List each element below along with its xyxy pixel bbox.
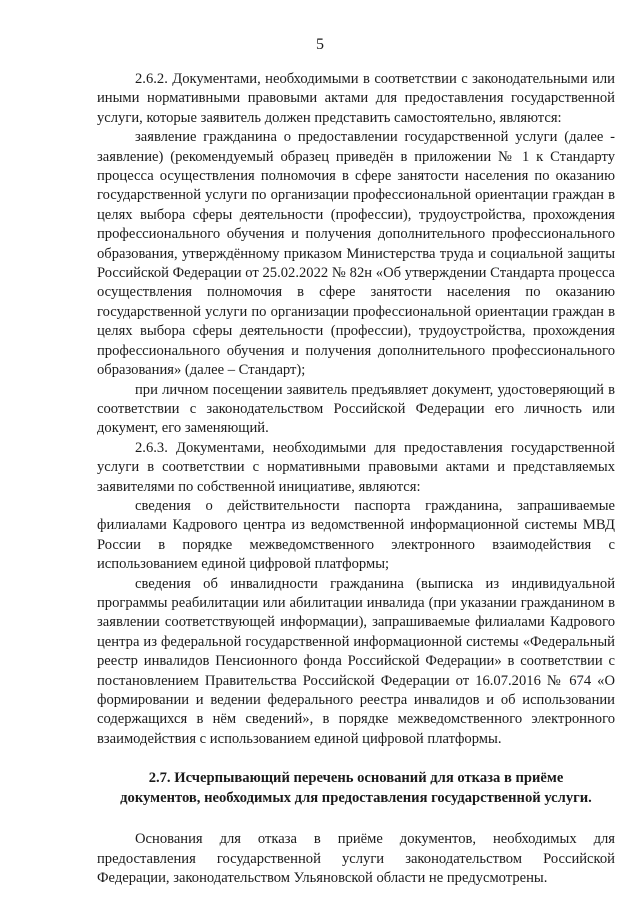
document-body bbox=[97, 70, 615, 888]
paragraph-2-6-3: 2.6.3. Документами, необходимыми для предоставления государственной услуги в соответствии с нормативными правовыми актами и представляемых заявителями по собственной инициативе, являются: bbox=[97, 439, 615, 495]
paragraph-2-6-2: 2.6.2. Документами, необходимыми в соответствии с законодательными или иными нормативными правовыми актами для предоставления государственной услуги, которые заявитель должен представить самостоятельно, являются: bbox=[97, 71, 615, 126]
section-heading-2-7: 2.7. Исчерпывающий перечень оснований для отказа в приёме документов, необходимых для предоставления государственной услуги. bbox=[120, 770, 592, 807]
paragraph-application: заявление гражданина о предоставлении государственной услуги (далее - заявление) (рекомендуемый образец приведён в приложении № 1 к Стандарту процесса осуществления полномочия в сфере занятости населения по оказанию государственной услуги по организации профессиональной ориентации граждан в целях выбора сферы деятельности (профессии), трудоустройства, прохождения профессионального обучения и получения дополнительного профессионального образования, утверждённому приказом Министерства труда и социальной защиты Российской Федерации от 25.02.2022 № 82н «Об утверждении Стандарта процесса осуществления полномочия в сфере занятости населения по оказанию государственной услуги по организации профессиональной ориентации граждан в целях выбора сферы деятельности (профессии), трудоустройства, прохождения профессионального обучения и получения дополнительного профессионального образования» (далее – Стандарт); bbox=[97, 129, 615, 379]
paragraph-passport-info: сведения о действительности паспорта гражданина, запрашиваемые филиалами Кадрового центра из ведомственной информационной системы МВД России в порядке межведомственного электронного взаимодействия с использованием единой цифровой платформы; bbox=[97, 497, 615, 573]
paragraph-refusal-grounds: Основания для отказа в приёме документов, необходимых для предоставления государственной услуги законодательством Российской Федерации, законодательством Ульяновской области не предусмотрены. bbox=[97, 831, 615, 887]
paragraph-disability-info: сведения об инвалидности гражданина (выписка из индивидуальной программы реабилитации или абилитации инвалида (при указании гражданином в заявлении соответствующей информации), запрашиваемые филиалами Кадрового центра из федеральной государственной информационной системы «Федеральный реестр инвалидов Пенсионного фонда Российской Федерации» в соответствии с постановлением Правительства Российской Федерации от 16.07.2016 № 674 «О формировании и ведении федерального реестра инвалидов и об использовании содержащихся в нём сведений», в порядке межведомственного электронного взаимодействия с использованием единой цифровой платформы. bbox=[97, 575, 615, 747]
page-number: 5 bbox=[316, 36, 324, 53]
paragraph-identity-document: при личном посещении заявитель предъявляет документ, удостоверяющий в соответствии с законодательством Российской Федерации его личность или документ, его заменяющий. bbox=[97, 381, 615, 437]
